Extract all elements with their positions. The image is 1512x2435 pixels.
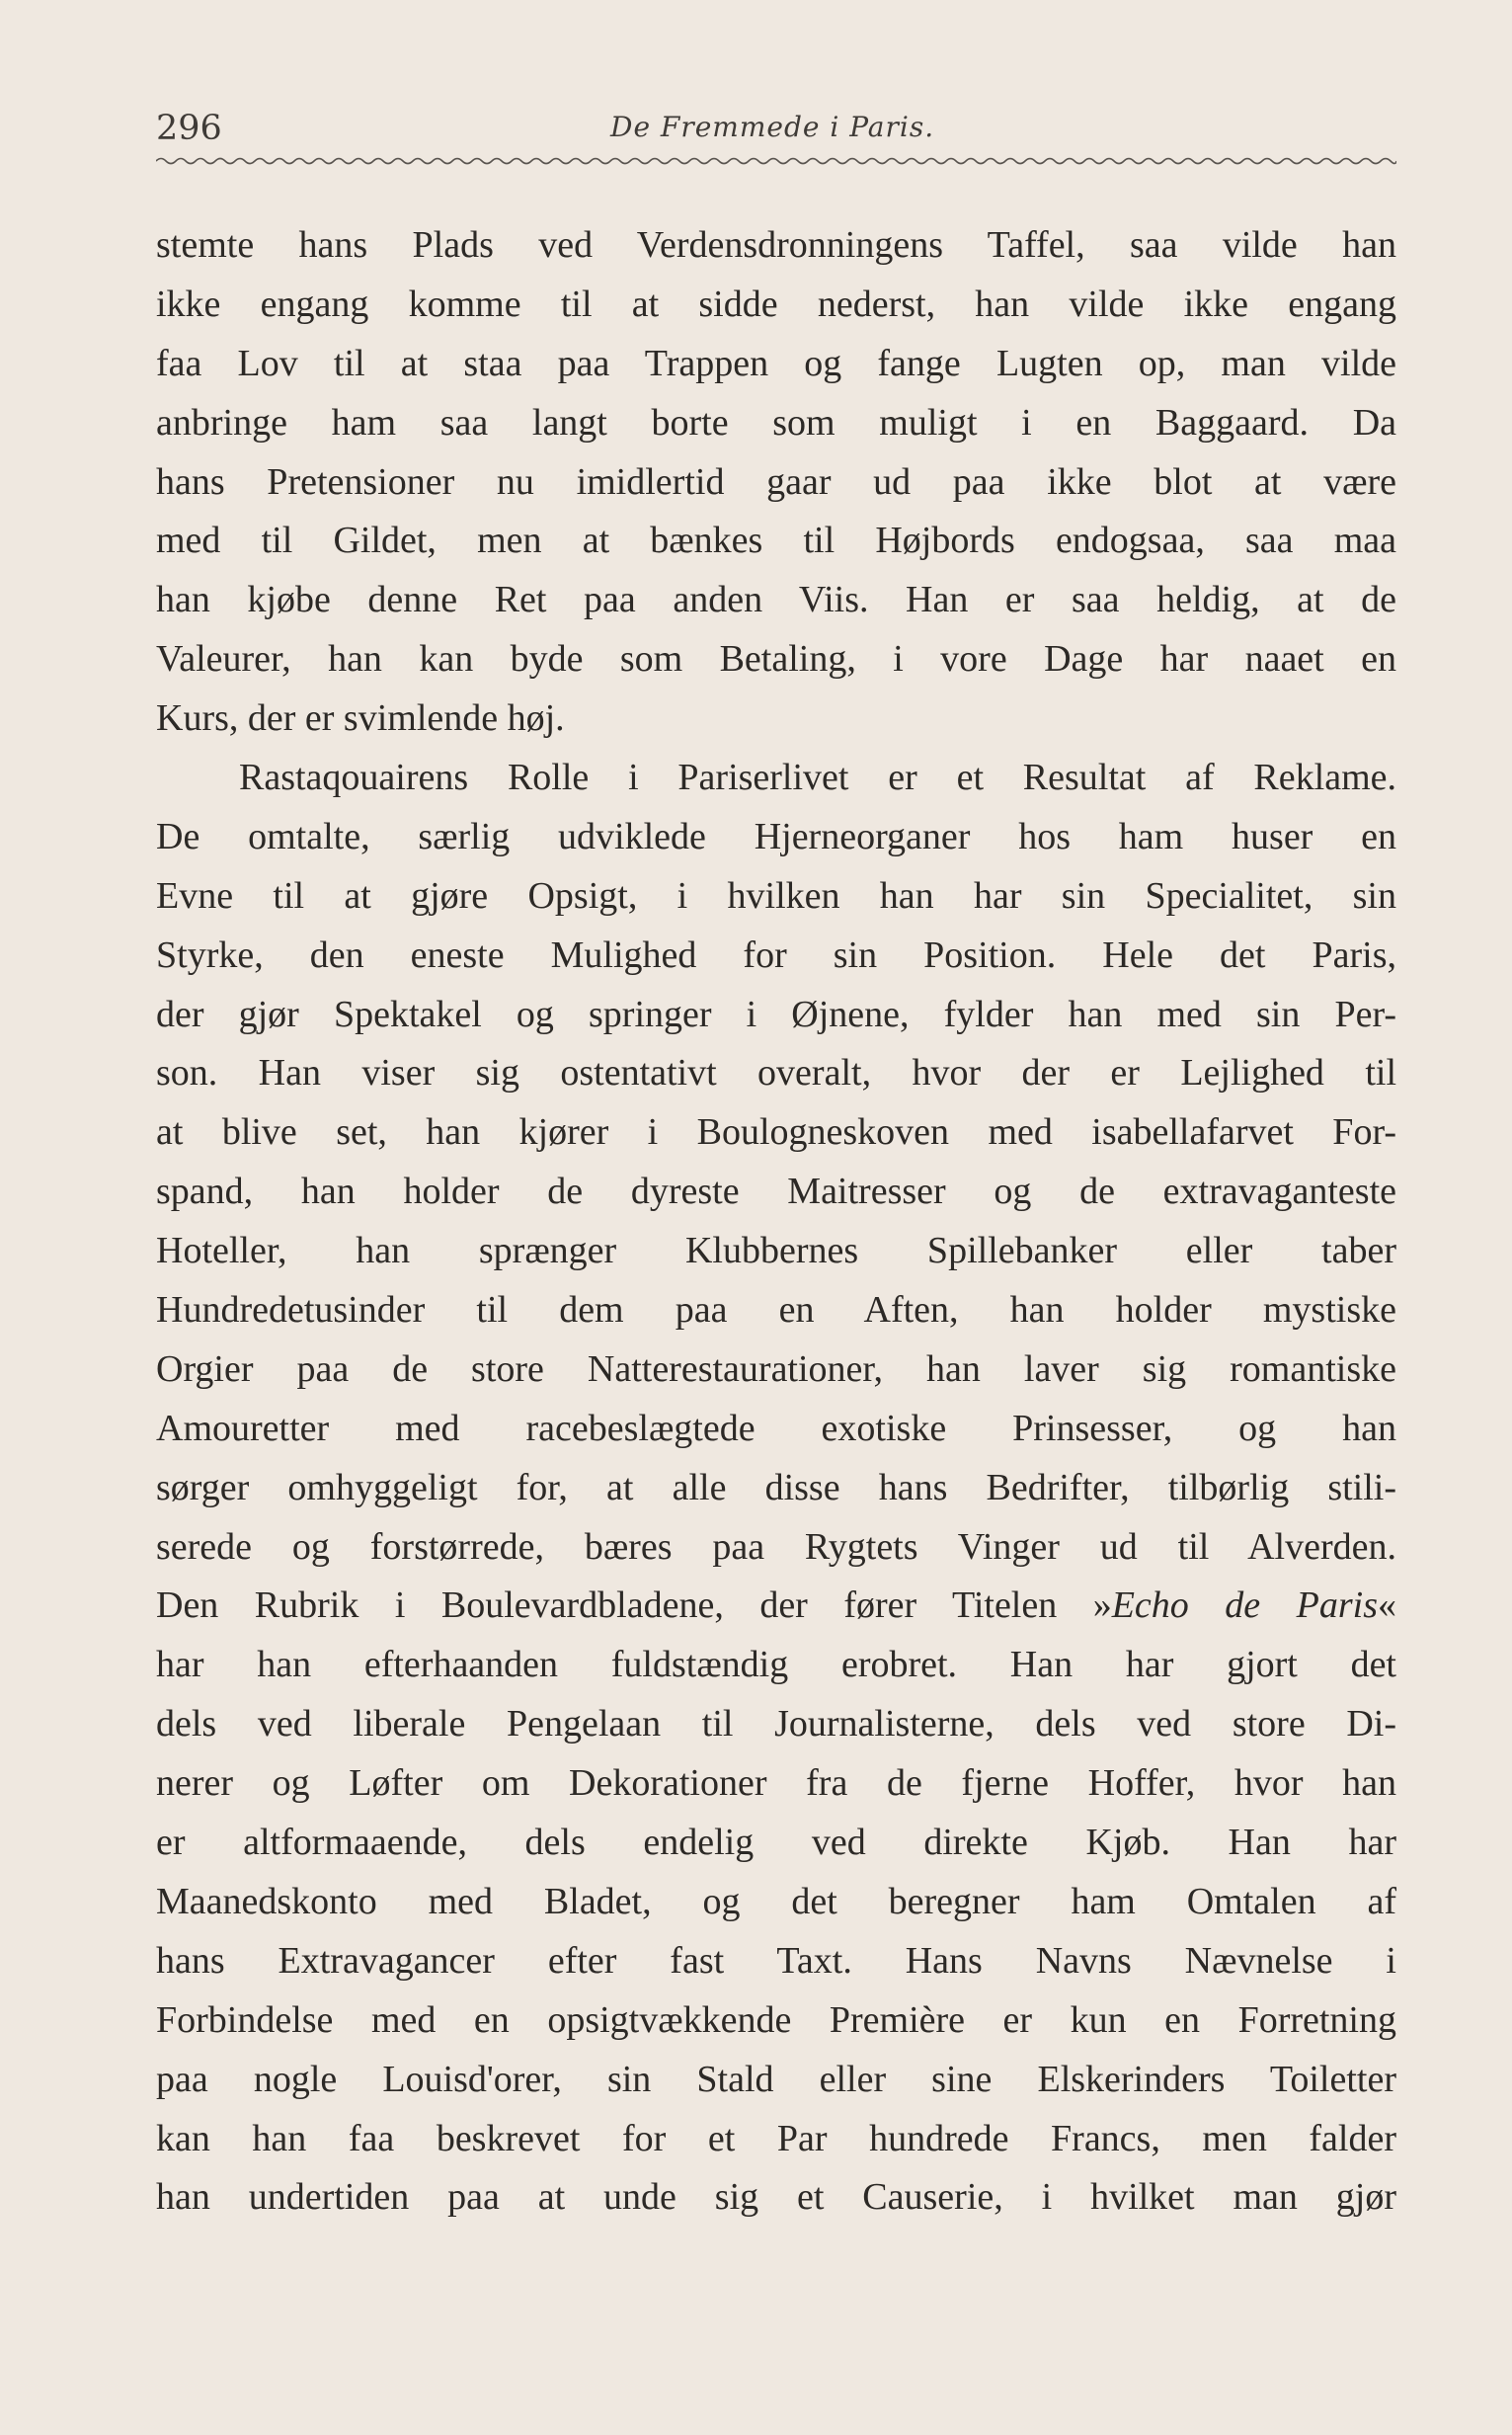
- text-line: stemte hans Plads ved Verdensdronningens Taffel, saa vilde han: [156, 224, 1396, 266]
- text-line: Evne til at gjøre Opsigt, i hvilken han har sin Specialitet, sin: [156, 874, 1396, 917]
- text-line: Orgier paa de store Natterestaurationer, han laver sig romantiske: [156, 1347, 1396, 1390]
- text-line: Hoteller, han sprænger Klubbernes Spillebanker eller taber: [156, 1230, 1396, 1272]
- text-line: faa Lov til at staa paa Trappen og fange Lugten op, man vilde: [156, 342, 1396, 384]
- text-line: hans Pretensioner nu imidlertid gaar ud paa ikke blot at være: [156, 460, 1396, 503]
- text-line: paa nogle Louisd'orer, sin Stald eller sine Elskerinders Toiletter: [156, 2058, 1396, 2100]
- text-line: son. Han viser sig ostentativt overalt, hvor der er Lejlighed til: [156, 1052, 1396, 1095]
- text-line: ikke engang komme til at sidde nederst, han vilde ikke engang: [156, 283, 1396, 325]
- text-line: hans Extravagancer efter fast Taxt. Hans Navns Nævnelse i: [156, 1939, 1396, 1982]
- text-line: han undertiden paa at unde sig et Causerie, i hvilket man gjør: [156, 2176, 1396, 2219]
- ornamental-rule: [156, 156, 1396, 166]
- text-line: nerer og Løfter om Dekorationer fra de fjerne Hoffer, hvor han: [156, 1762, 1396, 1805]
- echo-text-after: «: [1377, 1584, 1396, 1627]
- echo-text-before: Den Rubrik i Boulevardbladene, der fører Titelen »: [156, 1584, 1112, 1627]
- text-line: anbringe ham saa langt borte som muligt i en Baggaard. Da: [156, 401, 1396, 444]
- text-line: spand, han holder de dyreste Maitresser og de extravaganteste: [156, 1171, 1396, 1213]
- text-line: er altformaaende, dels endelig ved direkte Kjøb. Han har: [156, 1822, 1396, 1864]
- text-line: der gjør Spektakel og springer i Øjnene, fylder han med sin Per-: [156, 993, 1396, 1035]
- text-line: han kjøbe denne Ret paa anden Viis. Han er saa heldig, at de: [156, 579, 1396, 621]
- text-line-echo: [156, 1577, 1396, 1636]
- text-line: Forbindelse med en opsigtvækkende Première er kun en Forretning: [156, 1998, 1396, 2041]
- text-line: med til Gildet, men at bænkes til Højbords endogsaa, saa maa: [156, 520, 1396, 562]
- text-line: dels ved liberale Pengelaan til Journalisterne, dels ved store Di-: [156, 1703, 1396, 1745]
- text-line: har han efterhaanden fuldstændig erobret. Han har gjort det: [156, 1644, 1396, 1686]
- text-line: Amouretter med racebeslægtede exotiske Prinsesser, og han: [156, 1407, 1396, 1449]
- text-line: kan han faa beskrevet for et Par hundrede Francs, men falder: [156, 2117, 1396, 2159]
- echo-title: Echo de Paris: [1111, 1584, 1378, 1627]
- text-line: Kurs, der er svimlende høj.: [156, 697, 565, 740]
- page-header: [156, 109, 1396, 158]
- body-text: [156, 216, 1396, 2228]
- text-line: Maanedskonto med Bladet, og det beregner ham Omtalen af: [156, 1880, 1396, 1922]
- page-number: 296: [156, 109, 222, 148]
- text-line: Styrke, den eneste Mulighed for sin Position. Hele det Paris,: [156, 933, 1396, 976]
- text-line: at blive set, han kjører i Boulogneskoven med isabellafarvet For-: [156, 1111, 1396, 1154]
- text-line: Valeurer, han kan byde som Betaling, i vore Dage har naaet en: [156, 638, 1396, 681]
- running-title: De Fremmede i Paris.: [610, 111, 935, 143]
- text-line: Hundredetusinder til dem paa en Aften, han holder mystiske: [156, 1289, 1396, 1332]
- text-line: sørger omhyggeligt for, at alle disse hans Bedrifter, tilbørlig stili-: [156, 1466, 1396, 1508]
- text-line: De omtalte, særlig udviklede Hjerneorganer hos ham huser en: [156, 815, 1396, 857]
- text-line: serede og forstørrede, bæres paa Rygtets Vinger ud til Alverden.: [156, 1525, 1396, 1568]
- text-line: Rastaqouairens Rolle i Pariserlivet er et Resultat af Reklame.: [239, 757, 1396, 799]
